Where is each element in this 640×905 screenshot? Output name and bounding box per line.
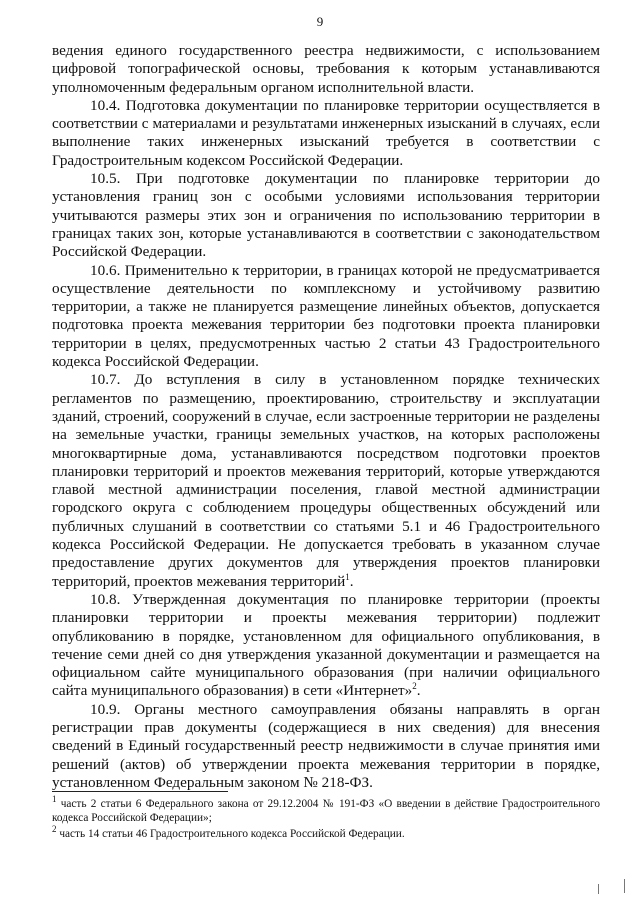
footnote-1: [52, 794, 600, 826]
paragraph-10-9: [52, 701, 600, 792]
footnote-text: часть 2 статьи 6 Федерального закона от 29.12.2004 № 191-ФЗ «О введении в действие Градостроительного кодекса Российской Федерации»;: [52, 798, 600, 824]
footnote-mark: 2: [52, 823, 57, 834]
paragraph-text: 10.4. Подготовка документации по планировке территории осуществляется в соответствии с материалами и результатами инженерных изысканий в случаях, если выполнение таких инженерных изысканий требуется в соответствии с Градостроительным кодексом Российской Федерации.: [52, 96, 600, 169]
paragraph-text: 10.7. До вступления в силу в установленном порядке технических регламентов по размещению, проектированию, строительству и эксплуатации зданий, строений, сооружений в случае, если застроенные территории не разделены на земельные участки, границы земельных участков, на которых расположены многоквартирные дома, устанавливаются посредством подготовки проектов планировки территорий и проектов межевания территорий, которые утверждаются главой местной администрации поселения, главой местной администрации городского округа с соблюдением процедуры общественных обсуждений или публичных слушаний в соответствии со статьями 5.1 и 46 Градостроительного кодекса Российской Федерации. Не допускается требовать в указанном случае предоставление других документов для утверждения проектов планировки территорий, проектов межевания территорий: [52, 371, 600, 590]
scan-edge-mark: [598, 884, 599, 894]
footnote-reference: 1: [345, 571, 350, 582]
paragraph-10-5: [52, 170, 600, 261]
scan-edge-mark: [624, 879, 625, 893]
paragraph-10-6: [52, 262, 600, 372]
paragraph-10-8: [52, 591, 600, 701]
paragraph-continuation: [52, 42, 600, 97]
paragraph-text: 10.6. Применительно к территории, в границах которой не предусматривается осуществление деятельности по комплексному и устойчивому развитию территории, а также не планируется размещение линейных объектов, допускается подготовка проекта межевания территории без подготовки проекта планировки территории в целях, предусмотренных частью 2 статьи 43 Градостроительного кодекса Российской Федерации.: [52, 261, 600, 371]
paragraph-text: ведения единого государственного реестра недвижимости, с использованием цифровой топографической основы, требования к которым устанавливаются уполномоченным федеральным органом исполнительной власти.: [52, 42, 600, 96]
footnote-reference: 2: [412, 681, 417, 692]
footnote-2: [52, 823, 600, 842]
footnote-mark: 1: [52, 794, 57, 805]
paragraph-end: .: [349, 572, 354, 590]
paragraph-text: 10.8. Утвержденная документация по планировке территории (проекты планировки территории и проекты межевания территории) подлежит опубликованию в порядке, установленном для официального опубликования, в течение семи дней со дня утверждения указанной документации и размещается на официальном сайте муниципального образования (при наличии официального сайта муниципального образования) в сети «Интернет»: [52, 590, 600, 700]
footnotes: [52, 794, 600, 843]
body-text: [52, 42, 600, 792]
page-number: 9: [316, 14, 324, 29]
paragraph-end: .: [416, 682, 421, 700]
footnote-separator: [52, 791, 228, 792]
paragraph-text: 10.5. При подготовке документации по планировке территории до установления границ зон с особыми условиями использования территории учитываются размеры этих зон и ограничения по использованию территории в границах таких зон, которые устанавливаются в соответствии с законодательством Российской Федерации.: [52, 170, 600, 261]
paragraph-10-7: [52, 371, 600, 591]
paragraph-10-4: [52, 97, 600, 170]
paragraph-text: 10.9. Органы местного самоуправления обязаны направлять в орган регистрации прав документы (содержащиеся в них сведения) для внесения сведений в Единый государственный реестр недвижимости в случае принятия ими решений (актов) об утверждении проекта межевания территории в порядке, установленном Федеральным законом № 218-ФЗ.: [52, 700, 600, 791]
footnote-text: часть 14 статьи 46 Градостроительного кодекса Российской Федерации.: [59, 827, 405, 840]
